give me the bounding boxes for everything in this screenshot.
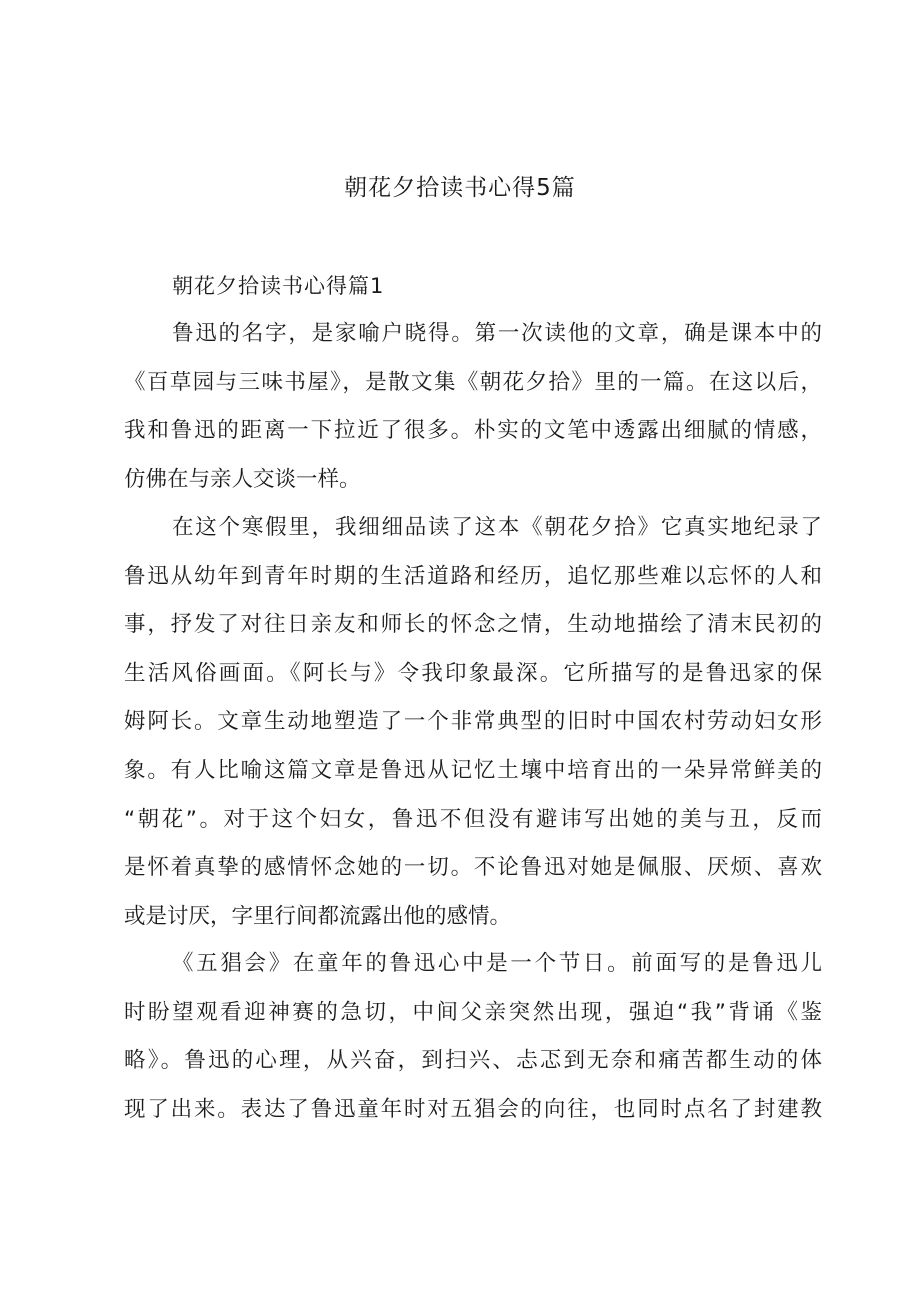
paragraph-line: 《百草园与三味书屋》，是散文集《朝花夕拾》里的一篇。在这以后， [124, 369, 822, 395]
paragraph-line: 事，抒发了对往日亲友和师长的怀念之情，生动地描绘了清末民初的 [124, 612, 822, 638]
paragraph-line: 我和鲁迅的距离一下拉近了很多。朴实的文笔中透露出细腻的情感， [124, 418, 822, 444]
paragraph-line: 生活风俗画面。《阿长与》令我印象最深。它所描写的是鲁迅家的保 [124, 660, 822, 686]
paragraph-line: 《五猖会》在童年的鲁迅心中是一个节日。前面写的是鲁迅儿 [172, 951, 822, 976]
paragraph-1 [124, 310, 822, 504]
paragraph-line: “朝花”。对于这个妇女，鲁迅不但没有避讳写出她的美与丑，反而 [124, 806, 822, 832]
document-title: 朝花夕拾读书心得5篇 [344, 175, 576, 201]
paragraph-line: 仿佛在与亲人交谈一样。 [124, 466, 361, 492]
paragraph-line: 姆阿长。文章生动地塑造了一个非常典型的旧时中国农村劳动妇女形 [124, 709, 822, 735]
paragraph-line: 时盼望观看迎神赛的急切，中间父亲突然出现，强迫“我”背诵《鉴 [124, 999, 822, 1025]
paragraph-line: 现了出来。表达了鲁迅童年时对五猖会的向往，也同时点名了封建教 [124, 1096, 822, 1122]
section-heading: 朝花夕拾读书心得篇1 [172, 274, 385, 298]
paragraph-2 [124, 504, 822, 941]
paragraph-line: 鲁迅的名字，是家喻户晓得。第一次读他的文章，确是课本中的 [172, 321, 822, 346]
paragraph-line: 象。有人比喻这篇文章是鲁迅从记忆土壤中培育出的一朵异常鲜美的 [124, 757, 822, 783]
paragraph-line: 或是讨厌，字里行间都流露出他的感情。 [124, 903, 512, 929]
paragraph-line: 是怀着真挚的感情怀念她的一切。不论鲁迅对她是佩服、厌烦、喜欢 [124, 855, 822, 881]
paragraph-line: 略》。鲁迅的心理，从兴奋，到扫兴、忐忑到无奈和痛苦都生动的体 [124, 1048, 822, 1074]
paragraph-3 [124, 940, 822, 1134]
paragraph-line: 鲁迅从幼年到青年时期的生活道路和经历，追忆那些难以忘怀的人和 [124, 563, 822, 589]
paragraph-line: 在这个寒假里，我细细品读了这本《朝花夕拾》它真实地纪录了 [172, 515, 822, 540]
